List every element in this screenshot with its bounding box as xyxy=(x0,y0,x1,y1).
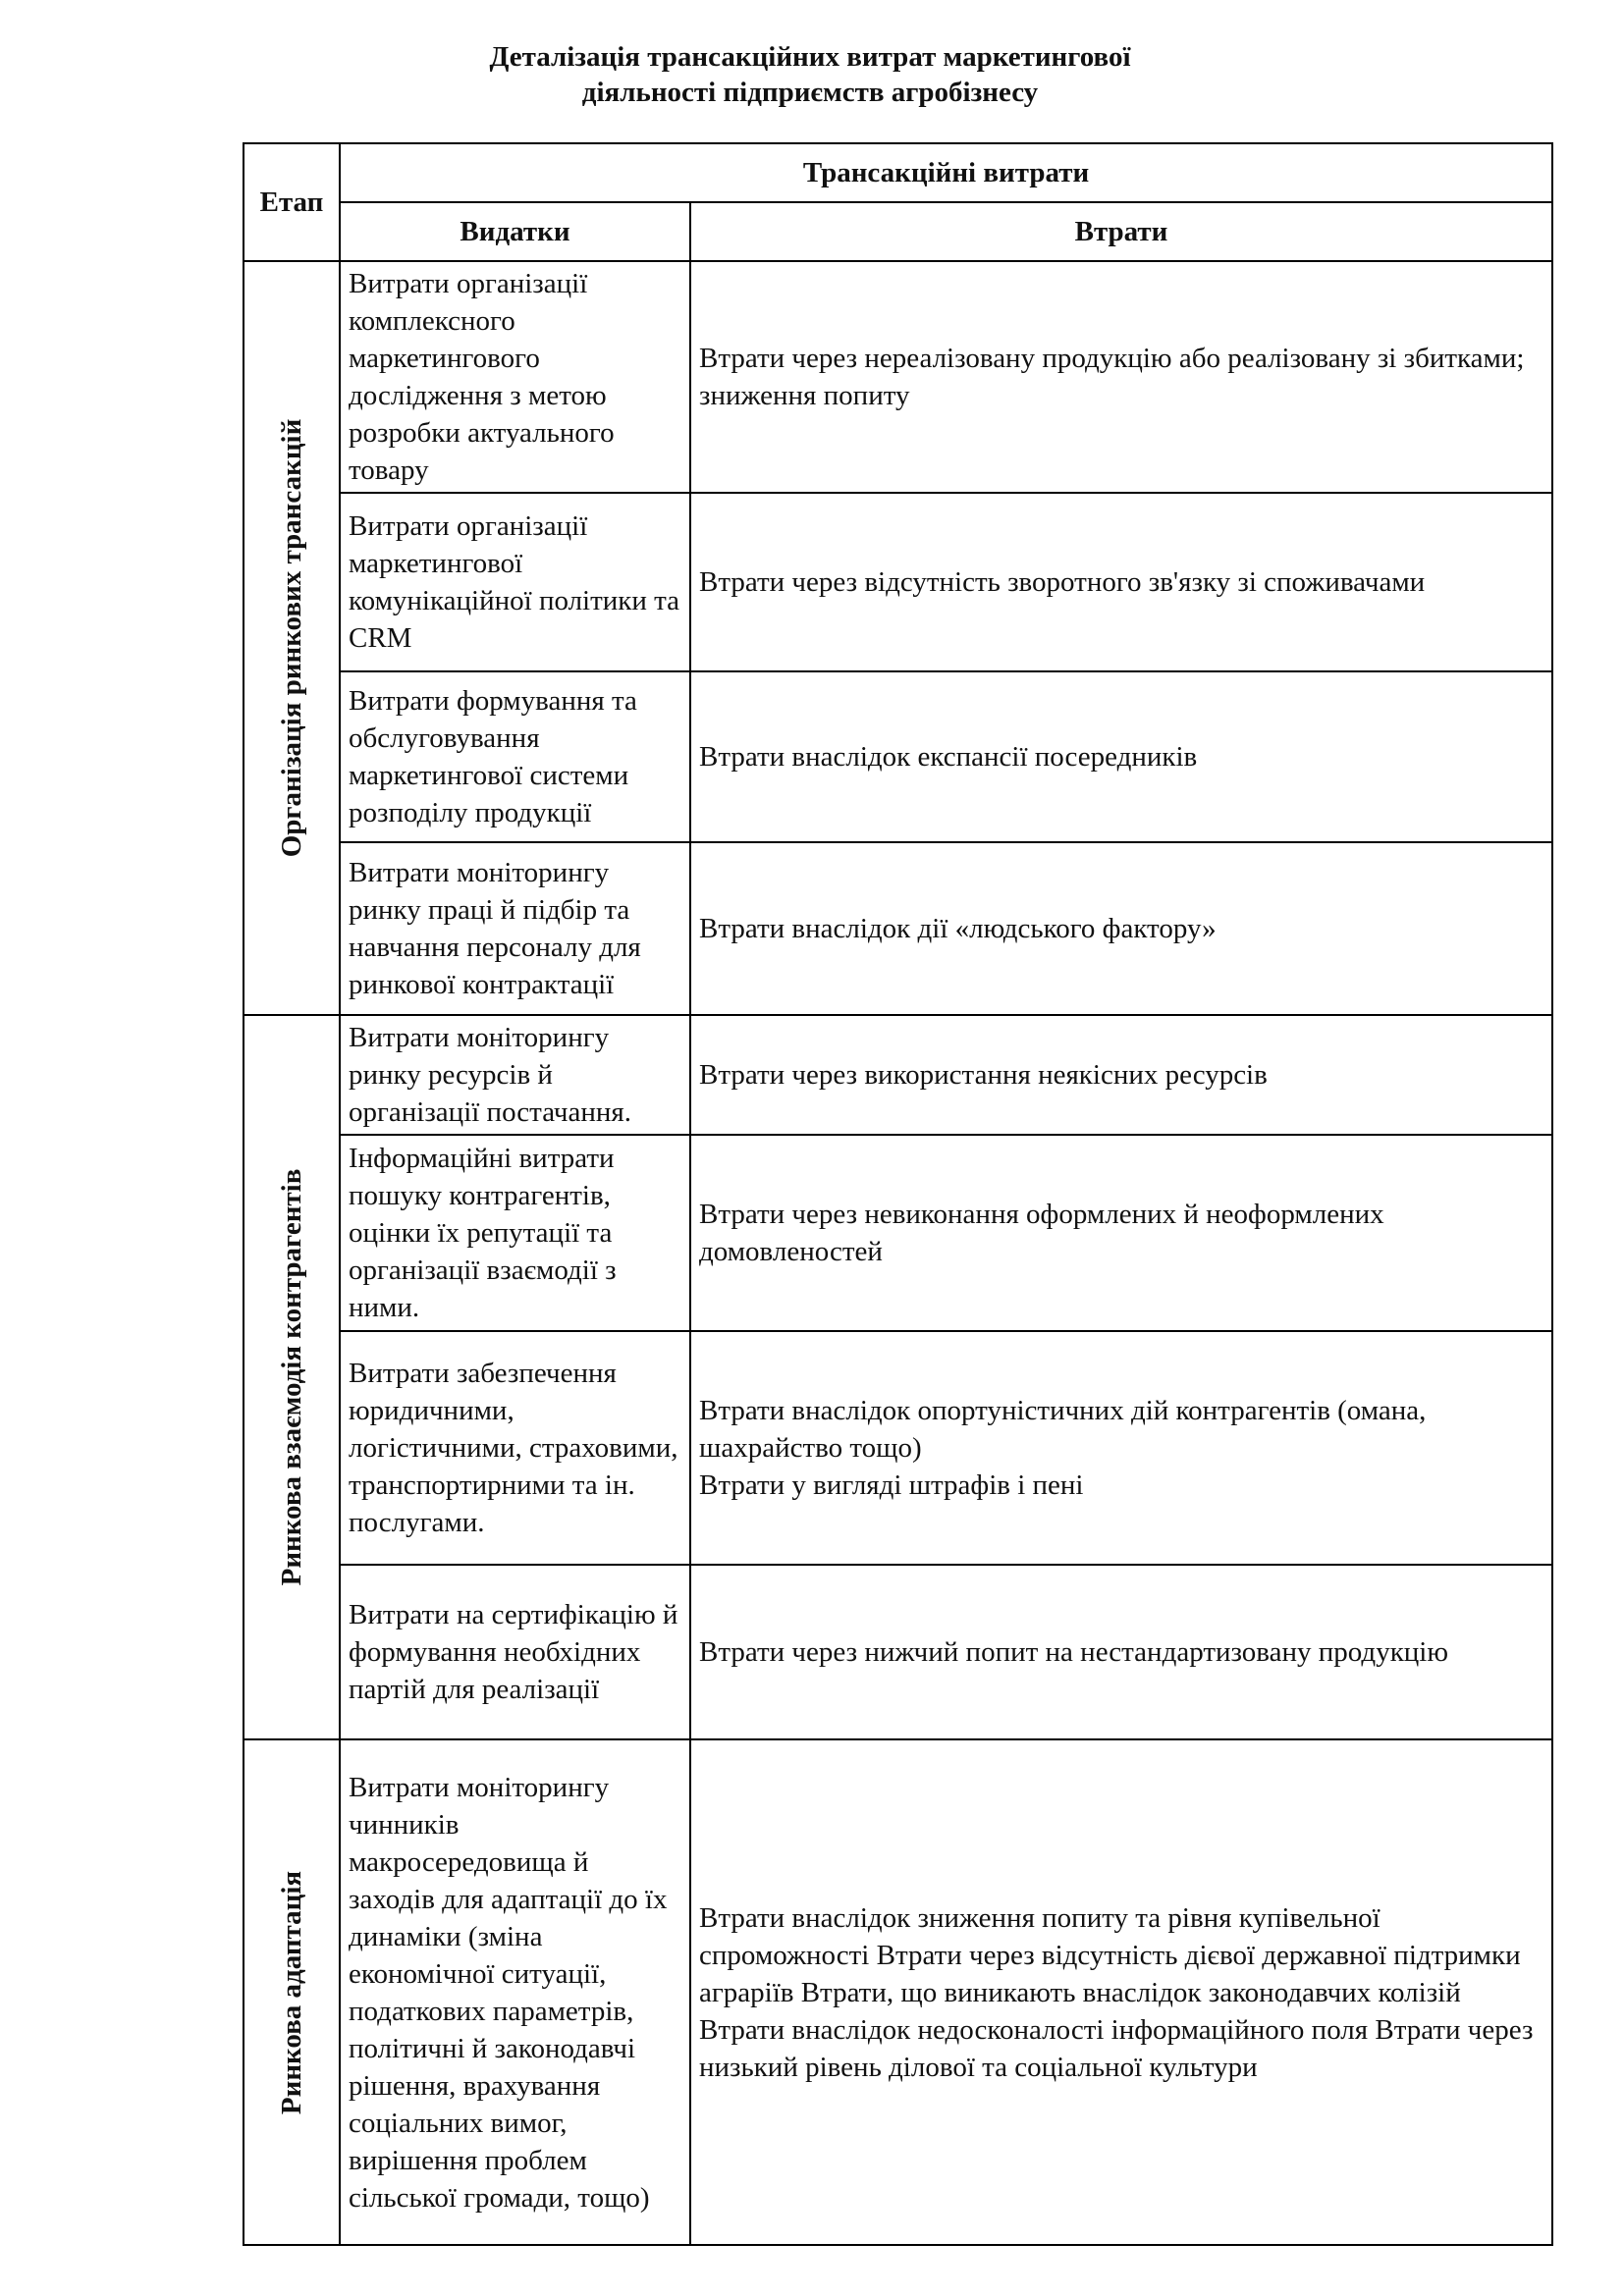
stage-label: Організація ринкових трансакцій xyxy=(276,418,307,858)
loss-cell: Втрати через нижчий попит на нестандартизовану продукцію xyxy=(690,1565,1552,1739)
expense-cell: Витрати формування та обслуговування маркетингової системи розподілу продукції xyxy=(340,671,690,842)
header-losses: Втрати xyxy=(690,202,1552,261)
expense-cell: Витрати моніторингу ринку ресурсів й організації постачання. xyxy=(340,1015,690,1135)
table-row xyxy=(244,1135,1552,1331)
expense-cell: Інформаційні витрати пошуку контрагентів, оцінки їх репутації та організації взаємодії з ними. xyxy=(340,1135,690,1331)
table-row xyxy=(244,493,1552,671)
stage-label: Ринкова взаємодія контрагентів xyxy=(276,1168,307,1586)
loss-cell: Втрати внаслідок дії «людського фактору» xyxy=(690,842,1552,1015)
table-row xyxy=(244,1015,1552,1135)
loss-line: Втрати у вигляді штрафів і пені xyxy=(699,1469,1084,1501)
loss-line: Втрати внаслідок опортуністичних дій контрагентів (омана, шахрайство тощо) xyxy=(699,1395,1427,1464)
loss-cell: Втрати через невиконання оформлених й неоформлених домовленостей xyxy=(690,1135,1552,1331)
table-row xyxy=(244,1331,1552,1565)
expense-cell: Витрати моніторингу чинників макросередовища й заходів для адаптації до їх динаміки (зміна економічної ситуації, податкових параметрів, політичні й законодавчі рішення, врахування соціальних вимог, вирішення проблем сільської громади, тощо) xyxy=(340,1739,690,2245)
stage-cell-market-transactions xyxy=(244,261,340,1015)
header-expenses: Видатки xyxy=(340,202,690,261)
loss-cell xyxy=(690,1331,1552,1565)
loss-cell: Втрати через відсутність зворотного зв'язку зі споживачами xyxy=(690,493,1552,671)
expense-cell: Витрати організації маркетингової комунікаційної політики та CRM xyxy=(340,493,690,671)
loss-cell: Втрати внаслідок експансії посередників xyxy=(690,671,1552,842)
table-row xyxy=(244,1739,1552,2245)
loss-cell: Втрати через нереалізовану продукцію або реалізовану зі збитками; зниження попиту xyxy=(690,261,1552,493)
stage-cell-market-adaptation xyxy=(244,1739,340,2245)
header-transaction-costs: Трансакційні витрати xyxy=(340,143,1552,202)
stage-label: Ринкова адаптація xyxy=(276,1870,307,2114)
expense-cell: Витрати на сертифікацію й формування необхідних партій для реалізації xyxy=(340,1565,690,1739)
loss-cell: Втрати внаслідок зниження попиту та рівня купівельної спроможності Втрати через відсутність дієвої державної підтримки аграріїв Втрати, що виникають внаслідок законодавчих колізій Втрати внаслідок недосконалості інформаційного поля Втрати через низький рівень ділової та соціальної культури xyxy=(690,1739,1552,2245)
transaction-costs-table xyxy=(243,142,1553,2246)
expense-cell: Витрати моніторингу ринку праці й підбір та навчання персоналу для ринкової контрактації xyxy=(340,842,690,1015)
stage-cell-counterparty-interaction xyxy=(244,1015,340,1739)
expense-cell: Витрати організації комплексного маркетингового дослідження з метою розробки актуального товару xyxy=(340,261,690,493)
table-row xyxy=(244,261,1552,493)
table-row xyxy=(244,671,1552,842)
header-stage: Етап xyxy=(244,143,340,261)
loss-cell: Втрати через використання неякісних ресурсів xyxy=(690,1015,1552,1135)
document-title xyxy=(0,39,1624,110)
table-row xyxy=(244,1565,1552,1739)
title-line-2: діяльності підприємств агробізнесу xyxy=(581,77,1039,108)
expense-cell: Витрати забезпечення юридичними, логістичними, страховими, транспортирними та ін. послугами. xyxy=(340,1331,690,1565)
title-line-1: Деталізація трансакційних витрат маркетингової xyxy=(489,41,1131,73)
table-row xyxy=(244,842,1552,1015)
